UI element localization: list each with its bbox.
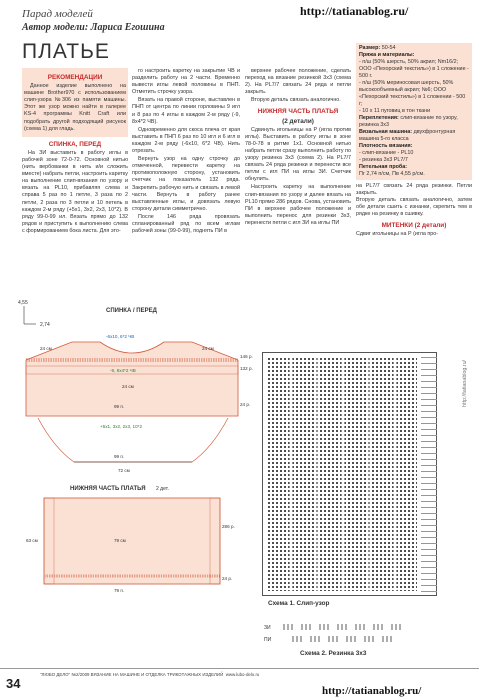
paragraph: Вторую деталь связать аналогично.	[251, 97, 341, 104]
watermark-url-top: http://tatianablog.ru/	[300, 4, 409, 18]
back-front-label: СПИНКА / ПЕРЕД	[106, 308, 157, 314]
garment-schematic	[14, 298, 253, 598]
paragraph: После 146 ряда провязать спланированный ряд по всем иглам рабочей зоны (99-0-99), поднять ПИ в	[132, 213, 240, 235]
stitches-low: 99 п.	[114, 454, 125, 459]
footer-issue	[40, 672, 470, 677]
back-bed-label: ПИ	[264, 637, 272, 643]
yarn-line: - п/ш (50% мериносовая шерсть, 50% высокообъемный акрил; №6; ООО «Пехорский текстиль») в 1 сложении - 500 г;	[359, 80, 466, 107]
paragraph: Сдвиг игольницы на Р (игла про-	[356, 231, 439, 237]
machine-label: Вязальная машина:	[359, 129, 413, 135]
scheme-1-caption: Схема 1. Слип-узор	[268, 600, 330, 607]
weave-value: слип-вязание по узору, резинка 3x3	[359, 115, 458, 128]
text-column-2	[132, 68, 240, 236]
paragraph: На ЗИ выставить в работу иглы в рабочей зоне 72-0-72. Основной нитью (нить вербованки в нить и/и сложить вместе) набрать петли, настроить каретку на выполнение слип-вязания по узору и вязать на PL10, прибавляя слева и справа 5 раз по 1 петле, 3 раза по 2 петли, 2 раза по 3 петли и 10 петель в каждом 2-м ряду (+5x1, 3x2, 2x3, 10*2). В ряду 99-0-99 ил. Вязать прямо до 132 рядов и приступить к выполнению слева с формированием бока листа. Для это-	[22, 149, 128, 234]
width-mid: 24 см	[122, 384, 134, 389]
text-column-3	[245, 68, 351, 228]
gauge-stitches: 2,74	[40, 322, 50, 328]
width-left: 24 см	[40, 346, 52, 351]
machine-value: двухфронтурная машина 5-го класса	[359, 129, 456, 142]
density-line: - слип-вязание - PL10	[359, 150, 414, 156]
lower-rib-rows: 24 р.	[222, 576, 233, 581]
size-value: 50-54	[381, 45, 396, 51]
side-formula: +5x1, 3x2, 2x3, 10*2	[100, 424, 143, 429]
lower-piece-count: 2 дет.	[156, 486, 169, 492]
section-heading: РЕКОМЕНДАЦИИ	[47, 74, 103, 81]
rib-needles	[284, 624, 400, 642]
stitches-mid: 99 п.	[114, 404, 125, 409]
back-front-piece	[26, 334, 253, 473]
lower-piece	[26, 498, 235, 593]
paragraph: Одновременно для скоса плеча от края выставить в ПНП 6 раз по 10 игл и 6 игл в каждом 2-м ряду (-6x10, 6*2 ЧВ). Нить отрезать.	[132, 126, 240, 155]
neck-formula-2: -9, 8x4*2 ЧВ	[110, 368, 136, 373]
width-right: 24 см	[202, 346, 214, 351]
rubric: Парад моделей	[22, 8, 93, 20]
paragraph: верхнее рабочее положение, сделать переход на вязание резинкой 3x3 (схема 2). На PL7/7 связать 24 ряда и петли закрыть.	[245, 68, 351, 96]
watermark-url-bottom: http://tatianablog.ru/	[322, 685, 422, 697]
watermark-url-side: http://tatianablog.ru/	[462, 360, 468, 407]
paragraph: Сдвинуть игольницы на Р (игла против иглы). Выставить в работу иглы в зоне 78-0-78 в ритме 1x1. Основной нитью набрать петли сразу выполнить работу по узору резинка 3x3 (схема 2). На PL7/7 связать 24 ряда резинки и перенести все петли с игл ПИ на иглы ЗИ. Счетчик обнулить.	[245, 126, 351, 183]
rows-24: 24 р.	[240, 402, 251, 407]
specs-column	[356, 43, 472, 238]
weave-label: Переплетения:	[359, 115, 399, 121]
size-label: Размер:	[359, 45, 381, 51]
section-heading: СПИНКА, ПЕРЕД	[48, 140, 102, 148]
yarn-line: - п/ш (50% шерсть, 50% акрил; Nm16/2; ООО «Пехорский текстиль») в 1 сложение - 500 г.	[359, 59, 469, 79]
paragraph: Вторую деталь связать аналогично, затем обе детали сшить с изнанки, скрепить тем в рядке на резинку в сшивку.	[356, 197, 472, 217]
yarn-heading: Пряжа и материалы:	[359, 52, 415, 58]
yarn-line: - 10 x 11 пуговиц в тон ткани	[359, 108, 431, 114]
rib-chart	[262, 618, 438, 648]
page-title: ПЛАТЬЕ	[22, 40, 110, 63]
density-label: Плотность вязания:	[359, 143, 413, 149]
footer-divider	[0, 668, 479, 669]
gauge-rows: 4,55	[18, 300, 28, 306]
slip-pattern-chart	[262, 352, 437, 596]
author-line: Автор модели: Лариса Егошина	[22, 22, 165, 33]
section-heading: МИТЕНКИ (2 детали)	[381, 222, 447, 229]
footer-issue-text: "ЛЮБО ДЕЛО" №2/2009 ВЯЗАНИЕ НА МАШИНЕ И ОТДЕЛКА ТРИКОТАЖНЫХ ИЗДЕЛИЙ	[40, 672, 224, 677]
row-number-scale	[421, 353, 437, 597]
sample-value: Пг 2,74 п/см, Пв 4,55 р/см.	[359, 171, 425, 177]
page-number: 34	[6, 676, 21, 691]
front-bed-label: ЗИ	[264, 625, 271, 631]
paragraph: го настроить каретку на закрытие ЧВ и разделить работу на 2 части. Временно вывести иглы левой половины в ПНП. Отметить строчку узора.	[132, 68, 240, 96]
rows-132: 132 р.	[240, 366, 253, 371]
pattern-grid	[267, 357, 417, 591]
lower-rows: 286 р.	[222, 524, 235, 529]
paragraph: Вязать на правой стороне, выставлен в ПНП от центра по линии горловины 9 игл и 8 раз по 4 иглы в каждом 2-м ряду (-9, 8x4*2 ЧВ).	[132, 97, 240, 125]
lower-height: 63 см	[26, 538, 38, 543]
paragraph: Вернуть узор на одну строчку до отмеченной, перевести каретку на противоположную сторону, установить счетчик на показатель 132 ряда. Закрепить рабочую нить и связать в левой части. Вернуть в работу ранее выставленные иглы, и довязать левую сторону детали симметрично.	[132, 156, 240, 212]
scheme-2-caption: Схема 2. Резинка 3x3	[300, 650, 367, 657]
text-column-1	[22, 68, 128, 236]
specs-box	[356, 43, 472, 180]
section-subheading: (2 детали)	[282, 117, 314, 125]
lower-width: 79 см	[114, 538, 126, 543]
rows-146: 146 р.	[240, 354, 253, 359]
gauge-marker	[18, 300, 50, 328]
section-heading: НИЖНЯЯ ЧАСТЬ ПЛАТЬЯ	[257, 108, 339, 116]
density-line: - резинка 3x3 PL7/7	[359, 157, 408, 163]
sample-label: Петельная проба:	[359, 164, 408, 170]
neck-formula: -6x10, 6*2 ЧВ	[106, 334, 135, 339]
paragraph: Настроить каретку на выполнение слип-вязания по узору и далее вязать на PL10 прямо 286 рядов. Снова, установить ПИ в верхнее рабочее положение и выполнить перенос для резинки 3x3, перенести петли с игл ЗИ на иглы ПИ	[245, 184, 351, 226]
paragraph: на PL7/7 связать 24 ряда резинки. Петли закрыть.	[356, 183, 472, 196]
bottom-width: 72 см	[118, 468, 130, 473]
paragraph: Данное изделие выполнено на машине Brother970 с использованием слип-узора №306 из памяти машины. Этот же узор можно найти в галерее KS-4 программы Knitt Craft или подобрать другой подходящий рисунок (схема 1) для гладь.	[24, 83, 126, 132]
footer-site: www.lubo-delo.ru	[225, 672, 260, 677]
recommendations-box	[22, 68, 128, 137]
lower-stitches: 79 п.	[114, 588, 125, 593]
lower-piece-label: НИЖНЯЯ ЧАСТЬ ПЛАТЬЯ	[70, 486, 146, 492]
